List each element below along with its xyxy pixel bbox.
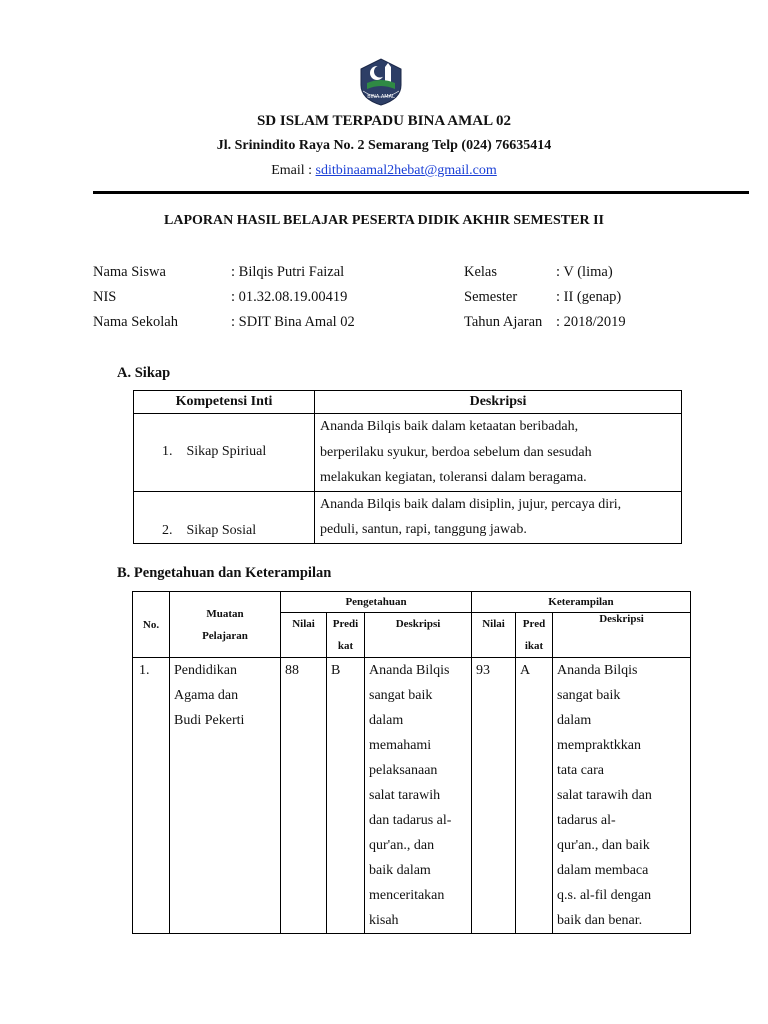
desc-line: dalam membaca xyxy=(557,863,649,878)
header-muatan-line: Pelajaran xyxy=(202,629,248,642)
section-b-title: B. Pengetahuan dan Keterampilan xyxy=(117,565,332,581)
table-row xyxy=(134,414,682,492)
school-email-line xyxy=(0,163,768,179)
header-predikat-line: Predi xyxy=(332,618,359,630)
name-value: : Bilqis Putri Faizal xyxy=(231,264,345,280)
semester-value: : II (genap) xyxy=(556,289,622,305)
subject-line: Budi Pekerti xyxy=(174,713,245,728)
desc-line: pelaksanaan xyxy=(369,763,438,778)
desc-line: melakukan kegiatan, toleransi dalam beragama. xyxy=(320,470,587,485)
header-predikat-line: ikat xyxy=(524,640,544,652)
school-logo xyxy=(355,55,407,107)
header-muatan-line: Muatan xyxy=(206,607,244,620)
desc-line: salat tarawih dan xyxy=(557,788,652,803)
kompetensi-label: Sikap Sosial xyxy=(186,522,257,538)
year-value: : 2018/2019 xyxy=(556,314,626,330)
desc-line: Ananda Bilqis xyxy=(369,663,450,678)
desc-line: memahami xyxy=(369,738,432,753)
subject-line: Pendidikan xyxy=(174,663,237,678)
cell-no: 1. xyxy=(133,658,170,934)
header-predikat-line: kat xyxy=(337,640,354,652)
school-label: Nama Sekolah xyxy=(93,314,178,330)
row-number: 2. xyxy=(162,522,173,538)
cell-k-deskripsi xyxy=(553,658,691,934)
desc-line: menceritakan xyxy=(369,888,445,903)
cell-subject xyxy=(170,658,281,934)
desc-line: sangat baik xyxy=(369,688,433,703)
table-row xyxy=(134,491,682,543)
desc-line: baik dalam xyxy=(369,863,431,878)
kompetensi-label: Sikap Spiriual xyxy=(186,444,267,460)
desc-line: tata cara xyxy=(557,763,605,778)
nis-label: NIS xyxy=(93,289,117,305)
desc-line: Ananda Bilqis xyxy=(557,663,638,678)
report-title: LAPORAN HASIL BELAJAR PESERTA DIDIK AKHIR SEMESTER II xyxy=(164,213,604,228)
desc-line: dalam xyxy=(557,713,592,728)
kompetensi-cell xyxy=(134,491,315,543)
desc-line: kisah xyxy=(369,913,399,928)
nis-value: : 01.32.08.19.00419 xyxy=(231,289,348,305)
header-deskripsi: Deskripsi xyxy=(553,613,691,658)
desc-line: salat tarawih xyxy=(369,788,441,803)
header-kompetensi: Kompetensi Inti xyxy=(134,391,315,414)
desc-line: dan tadarus al- xyxy=(369,813,452,828)
email-link[interactable]: sditbinaamal2hebat@gmail.com xyxy=(315,163,497,178)
desc-line: qur'an., dan xyxy=(369,838,435,853)
desc-line: qur'an., dan baik xyxy=(557,838,650,853)
cell-k-nilai: 93 xyxy=(472,658,516,934)
semester-label: Semester xyxy=(464,289,518,305)
kompetensi-cell xyxy=(134,414,315,492)
header-deskripsi: Deskripsi xyxy=(365,613,472,658)
cell-p-deskripsi xyxy=(365,658,472,934)
deskripsi-cell xyxy=(315,414,682,492)
header-muatan xyxy=(170,592,281,658)
email-label: Email : xyxy=(271,163,316,178)
header-predikat xyxy=(327,613,365,658)
header-predikat xyxy=(516,613,553,658)
header-nilai: Nilai xyxy=(472,613,516,658)
school-value: : SDIT Bina Amal 02 xyxy=(231,314,355,330)
desc-line: Ananda Bilqis baik dalam disiplin, jujur, percaya diri, xyxy=(320,496,622,512)
desc-line: Ananda Bilqis baik dalam ketaatan beribadah, xyxy=(320,419,579,434)
name-label: Nama Siswa xyxy=(93,264,166,280)
row-number: 1. xyxy=(162,444,173,460)
class-label: Kelas xyxy=(464,264,498,280)
desc-line: sangat baik xyxy=(557,688,621,703)
header-rule xyxy=(93,191,749,194)
desc-line: berperilaku syukur, berdoa sebelum dan sesudah xyxy=(320,444,592,460)
deskripsi-cell xyxy=(315,491,682,543)
desc-line: baik dan benar. xyxy=(557,913,643,928)
subject-line: Agama dan xyxy=(174,688,239,703)
cell-p-nilai: 88 xyxy=(281,658,327,934)
desc-line: mempraktkkan xyxy=(557,738,641,753)
header-predikat-line: Pred xyxy=(522,618,546,630)
desc-line: peduli, santun, rapi, tanggung jawab. xyxy=(320,522,527,537)
cell-k-predikat: A xyxy=(516,658,553,934)
logo-text: BINA AMAL xyxy=(367,94,395,100)
table-row xyxy=(133,658,691,934)
class-value: : V (lima) xyxy=(556,264,613,280)
header-no: No. xyxy=(133,592,170,658)
school-name: SD ISLAM TERPADU BINA AMAL 02 xyxy=(256,113,512,129)
header-deskripsi: Deskripsi xyxy=(315,391,682,414)
desc-line: tadarus al- xyxy=(557,813,616,828)
desc-line: q.s. al-fil dengan xyxy=(557,888,652,903)
section-a-title: A. Sikap xyxy=(117,365,171,381)
header-keterampilan: Keterampilan xyxy=(472,592,691,613)
school-address: Jl. Srinindito Raya No. 2 Semarang Telp (024) 76635414 xyxy=(216,138,552,153)
header-pengetahuan: Pengetahuan xyxy=(281,592,472,613)
cell-p-predikat: B xyxy=(327,658,365,934)
header-nilai: Nilai xyxy=(281,613,327,658)
pengetahuan-table xyxy=(132,591,691,934)
year-label: Tahun Ajaran xyxy=(464,314,543,330)
desc-line: dalam xyxy=(369,713,404,728)
sikap-table xyxy=(133,390,682,544)
